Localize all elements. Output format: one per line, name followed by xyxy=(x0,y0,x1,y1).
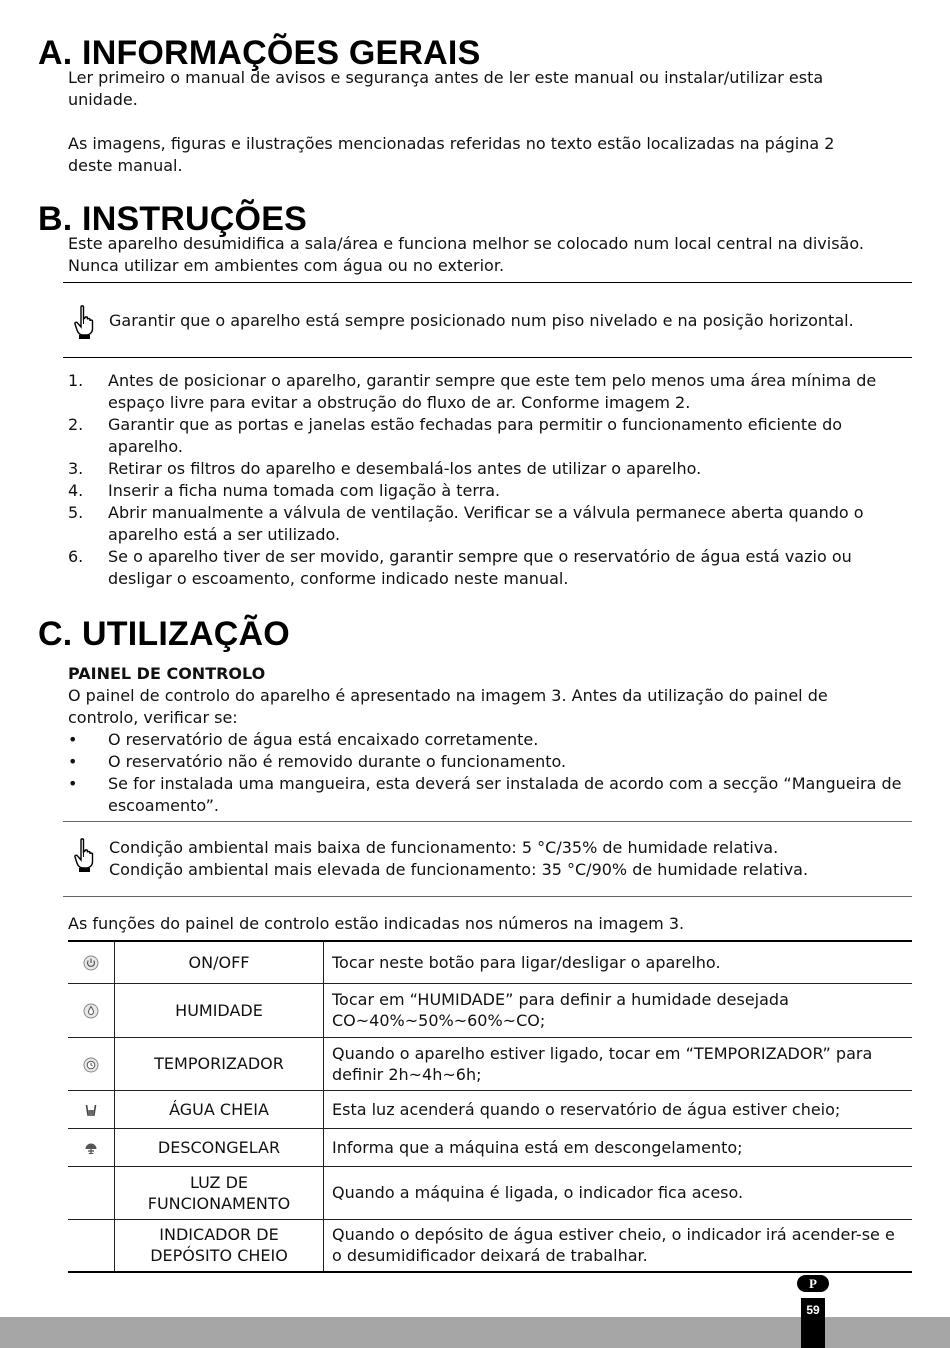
function-description: Quando o depósito de água estiver cheio, o indicador irá acender-se e o desumidificador deixará de trabalhar. xyxy=(324,1219,913,1272)
step-text: Inserir a ficha numa tomada com ligação à terra. xyxy=(108,481,501,500)
list-item xyxy=(68,773,908,817)
defrost-icon xyxy=(83,1140,99,1156)
section-a-paragraph-2-line-1: As imagens, figuras e ilustrações mencionadas referidas no texto estão localizadas na página 2 xyxy=(68,134,835,153)
language-badge: P xyxy=(797,1275,829,1292)
table-row xyxy=(68,983,912,1037)
table-row xyxy=(68,1219,912,1272)
function-name: DESCONGELAR xyxy=(115,1128,324,1166)
function-name: INDICADOR DE DEPÓSITO CHEIO xyxy=(115,1219,324,1272)
bullet-text: Se for instalada uma mangueira, esta deverá ser instalada de acordo com a secção “Mangueira de escoamento”. xyxy=(108,774,902,815)
icon-cell xyxy=(68,1219,115,1272)
function-name: LUZ DE FUNCIONAMENTO xyxy=(115,1166,324,1219)
section-a-paragraph-1-line-2: unidade. xyxy=(68,90,138,109)
table-row xyxy=(68,1090,912,1128)
pointing-hand-icon xyxy=(72,304,96,340)
step-number: 6. xyxy=(68,547,84,566)
list-item xyxy=(68,480,908,502)
function-name: ÁGUA CHEIA xyxy=(115,1090,324,1128)
list-item xyxy=(68,370,908,414)
function-description: Tocar neste botão para ligar/desligar o aparelho. xyxy=(324,941,913,983)
icon-cell xyxy=(68,1166,115,1219)
icon-cell xyxy=(68,1128,115,1166)
section-b-intro-line-1: Este aparelho desumidifica a sala/área e funciona melhor se colocado num local central na divisão. xyxy=(68,234,864,253)
function-name: ON/OFF xyxy=(115,941,324,983)
section-b-note-top-rule xyxy=(63,282,912,283)
humidity-icon xyxy=(83,1003,99,1019)
step-number: 1. xyxy=(68,371,84,390)
step-number: 5. xyxy=(68,503,84,522)
check-bullets xyxy=(68,729,908,817)
section-c-note-line-1: Condição ambiental mais baixa de funcionamento: 5 °C/35% de humidade relativa. xyxy=(109,838,779,857)
list-item xyxy=(68,414,908,458)
section-b-intro-line-2: Nunca utilizar em ambientes com água ou no exterior. xyxy=(68,256,505,275)
list-item xyxy=(68,502,908,546)
step-text: Abrir manualmente a válvula de ventilação. Verificar se a válvula permanece aberta quando o aparelho está a ser utilizado. xyxy=(108,503,864,544)
instruction-steps xyxy=(68,370,908,590)
water-full-icon xyxy=(83,1102,99,1118)
step-text: Retirar os filtros do aparelho e desembalá-los antes de utilizar o aparelho. xyxy=(108,459,702,478)
power-icon xyxy=(83,955,99,971)
section-b-note-text: Garantir que o aparelho está sempre posicionado num piso nivelado e na posição horizontal. xyxy=(109,311,854,330)
function-description: Tocar em “HUMIDADE” para definir a humidade desejada CO~40%~50%~60%~CO; xyxy=(324,983,913,1037)
functions-intro: As funções do painel de controlo estão indicadas nos números na imagem 3. xyxy=(68,914,685,933)
bullet-text: O reservatório de água está encaixado corretamente. xyxy=(108,730,539,749)
function-description: Esta luz acenderá quando o reservatório de água estiver cheio; xyxy=(324,1090,913,1128)
function-name: HUMIDADE xyxy=(115,983,324,1037)
icon-cell xyxy=(68,983,115,1037)
step-number: 4. xyxy=(68,481,84,500)
timer-icon xyxy=(83,1057,99,1073)
list-item xyxy=(68,458,908,480)
section-c-note-line-2: Condição ambiental mais elevada de funcionamento: 35 °C/90% de humidade relativa. xyxy=(109,860,809,879)
section-b-title: B. INSTRUÇÕES xyxy=(38,200,307,238)
section-c-intro-line-1: O painel de controlo do aparelho é apresentado na imagem 3. Antes da utilização do painel de xyxy=(68,686,828,705)
step-number: 3. xyxy=(68,459,84,478)
table-row xyxy=(68,941,912,983)
icon-cell xyxy=(68,941,115,983)
icon-cell xyxy=(68,1090,115,1128)
bullet-symbol: • xyxy=(68,774,78,793)
bullet-symbol: • xyxy=(68,752,78,771)
page-number: 59 xyxy=(801,1298,825,1348)
function-description: Quando a máquina é ligada, o indicador fica aceso. xyxy=(324,1166,913,1219)
list-item xyxy=(68,751,908,773)
bullet-symbol: • xyxy=(68,730,78,749)
section-c-title: C. UTILIZAÇÃO xyxy=(38,615,290,653)
function-name: TEMPORIZADOR xyxy=(115,1037,324,1090)
table-row xyxy=(68,1166,912,1219)
function-description: Quando o aparelho estiver ligado, tocar em “TEMPORIZADOR” para definir 2h~4h~6h; xyxy=(324,1037,913,1090)
bullet-text: O reservatório não é removido durante o funcionamento. xyxy=(108,752,567,771)
step-text: Antes de posicionar o aparelho, garantir sempre que este tem pelo menos uma área mínima de espaço livre para evitar a obstrução do fluxo de ar. Conforme imagem 2. xyxy=(108,371,877,412)
section-b-note-bottom-rule xyxy=(63,357,912,358)
section-c-note-bottom-rule xyxy=(63,896,912,897)
table-row xyxy=(68,1128,912,1166)
step-text: Garantir que as portas e janelas estão fechadas para permitir o funcionamento eficiente do aparelho. xyxy=(108,415,843,456)
control-panel-subtitle: PAINEL DE CONTROLO xyxy=(68,664,266,683)
step-number: 2. xyxy=(68,415,84,434)
section-c-note-top-rule xyxy=(63,821,912,822)
step-text: Se o aparelho tiver de ser movido, garantir sempre que o reservatório de água está vazio ou desligar o escoamento, conforme indicado neste manual. xyxy=(108,547,852,588)
icon-cell xyxy=(68,1037,115,1090)
table-row xyxy=(68,1037,912,1090)
pointing-hand-icon xyxy=(72,837,96,873)
section-c-intro-line-2: controlo, verificar se: xyxy=(68,708,238,727)
section-a-title: A. INFORMAÇÕES GERAIS xyxy=(38,34,481,72)
section-a-paragraph-1-line-1: Ler primeiro o manual de avisos e segurança antes de ler este manual ou instalar/utilizar esta xyxy=(68,68,824,87)
list-item xyxy=(68,546,908,590)
list-item xyxy=(68,729,908,751)
control-functions-table xyxy=(68,940,912,1273)
function-description: Informa que a máquina está em descongelamento; xyxy=(324,1128,913,1166)
section-a-paragraph-2-line-2: deste manual. xyxy=(68,156,183,175)
